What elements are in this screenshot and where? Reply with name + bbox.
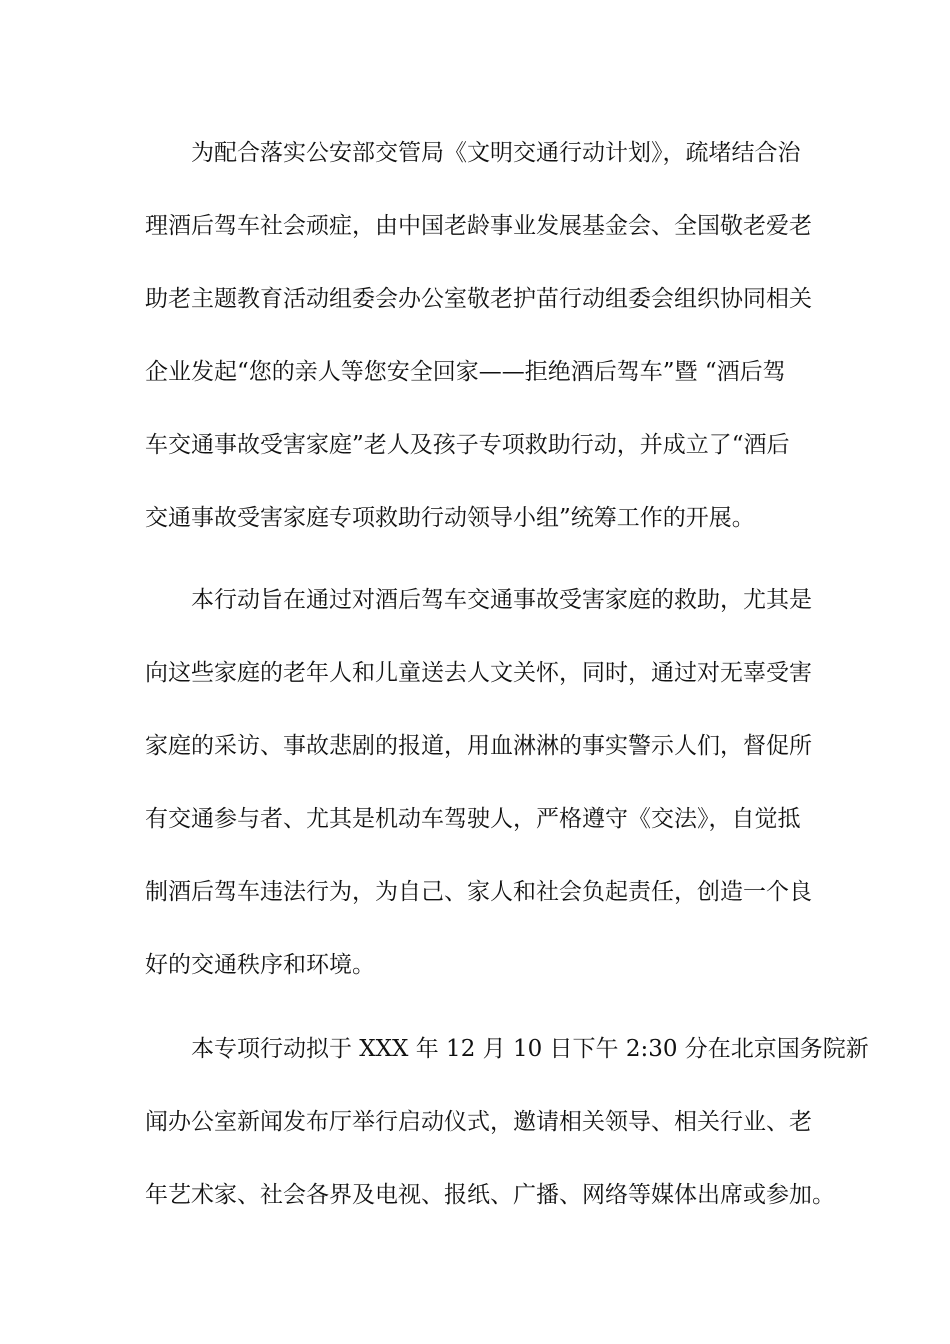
paragraph-2-line-1: 本行动旨在通过对酒后驾车交通事故受害家庭的救助，尤其是 (191, 587, 812, 613)
paragraph-2-line-4: 有交通参与者、尤其是机动车驾驶人，严格遵守《交法》，自觉抵 (145, 806, 801, 832)
paragraph-1-line-3: 助老主题教育活动组委会办公室敬老护苗行动组委会组织协同相关 (145, 286, 812, 312)
paragraph-2-line-5: 制酒后驾车违法行为，为自己、家人和社会负起责任，创造一个良 (145, 879, 812, 905)
paragraph-1-line-2: 理酒后驾车社会顽症，由中国老龄事业发展基金会、全国敬老爱老 (145, 213, 812, 239)
paragraph-2-line-6: 好的交通秩序和环境。 (145, 952, 375, 978)
paragraph-2-line-3: 家庭的采访、事故悲剧的报道，用血淋淋的事实警示人们，督促所 (145, 733, 812, 759)
paragraph-1-line-6: 交通事故受害家庭专项救助行动领导小组”统筹工作的开展。 (145, 505, 755, 531)
paragraph-3-line-3: 年艺术家、社会各界及电视、报纸、广播、网络等媒体出席或参加。 (145, 1182, 835, 1208)
paragraph-1-line-4: 企业发起“您的亲人等您安全回家——拒绝酒后驾车”暨 “酒后驾 (145, 359, 786, 385)
paragraph-2-line-2: 向这些家庭的老年人和儿童送去人文关怀，同时，通过对无辜受害 (145, 660, 812, 686)
paragraph-1-line-5: 车交通事故受害家庭”老人及孩子专项救助行动，并成立了“酒后 (145, 432, 790, 458)
paragraph-1-line-1: 为配合落实公安部交管局《文明交通行动计划》，疏堵结合治 (191, 140, 801, 166)
paragraph-3-line-1: 本专项行动拟于 XXX 年 12 月 10 日下午 2:30 分在北京国务院新 (191, 1036, 869, 1062)
paragraph-3-line-2: 闻办公室新闻发布厅举行启动仪式，邀请相关领导、相关行业、老 (145, 1109, 812, 1135)
